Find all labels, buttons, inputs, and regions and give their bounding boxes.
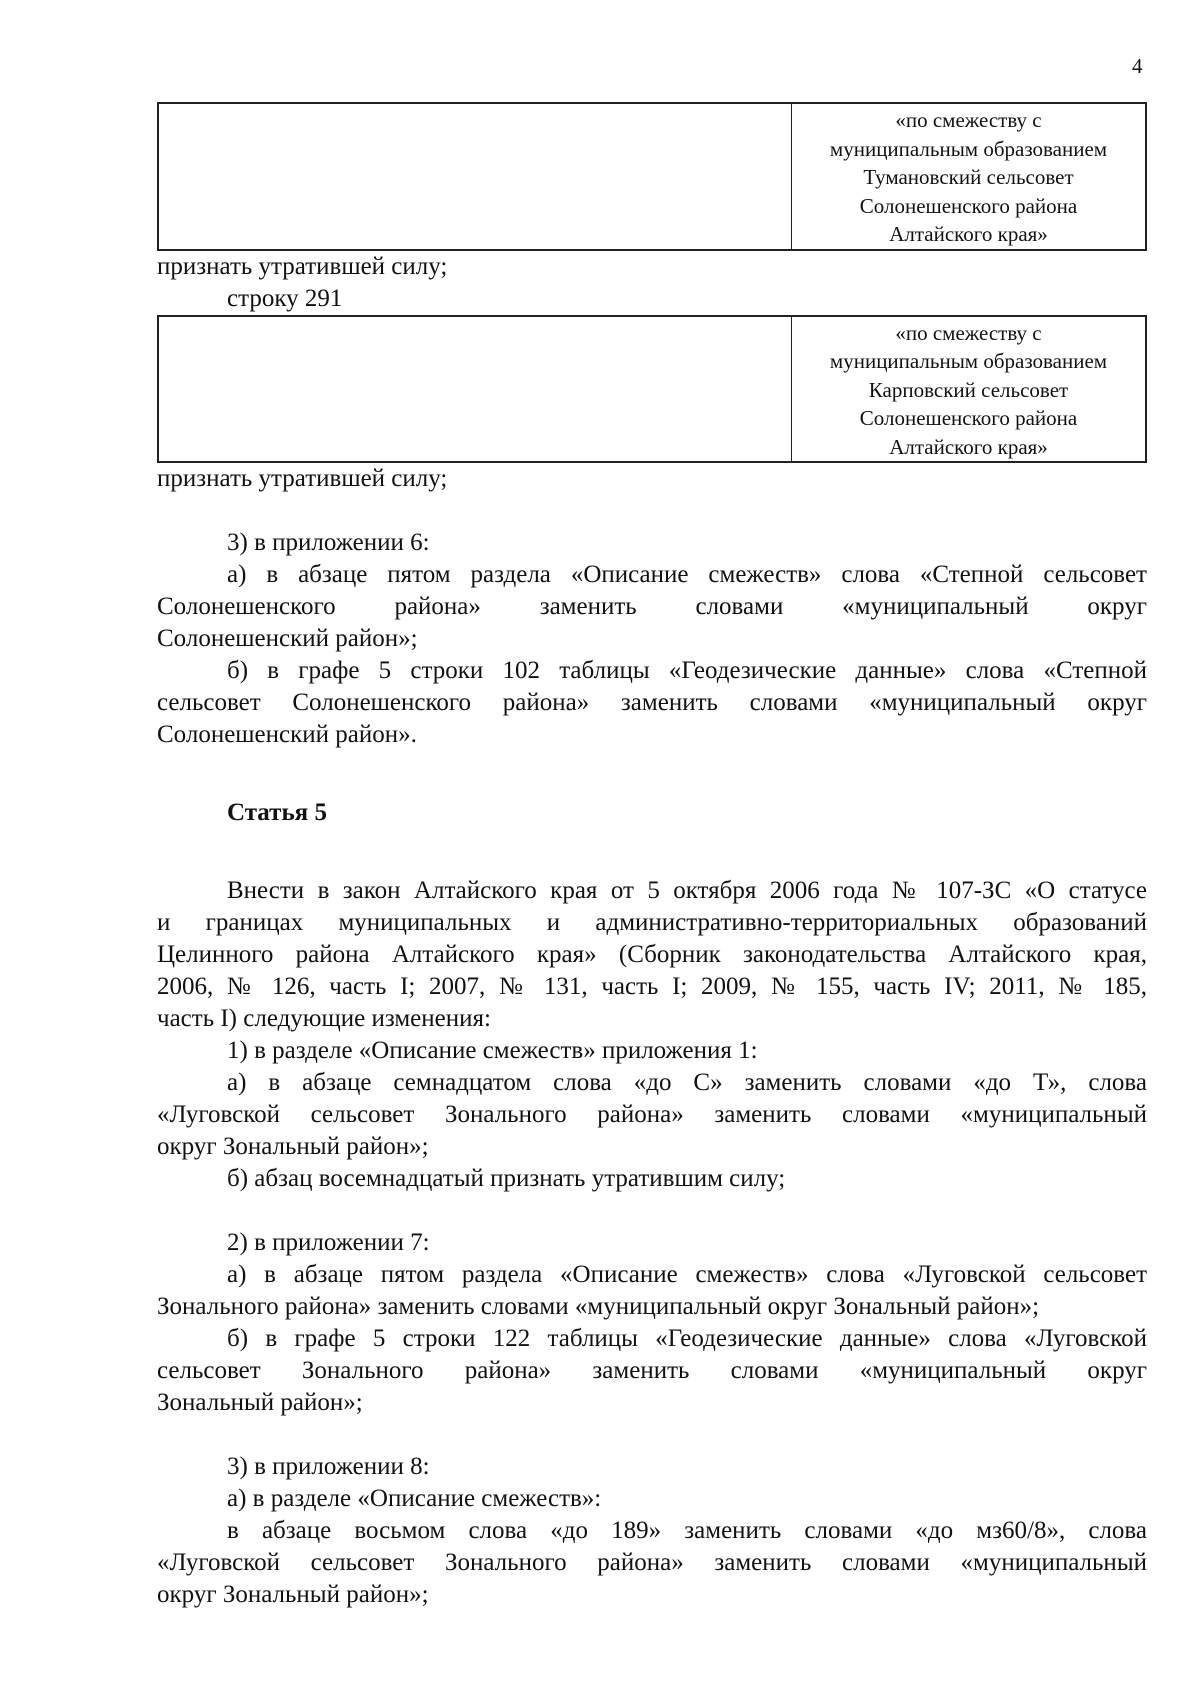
cell-line: муниципальным образованием — [829, 349, 1108, 373]
cell-line: Тумановский сельсовет — [863, 165, 1074, 189]
cell-line: Карповский сельсовет — [868, 377, 1069, 402]
boundary-table-2 — [157, 315, 1147, 464]
row-reference: строку 291 — [227, 284, 343, 312]
repeal-note: признать утратившей силу; — [157, 252, 448, 280]
text-line: Зональный район»; — [157, 1389, 363, 1416]
table-cell-boundary — [792, 316, 1147, 463]
text-line: а) в разделе «Описание смежеств»: — [227, 1485, 602, 1512]
text-line: а) в абзаце пятом раздела «Описание смежеств» слова «Степной сельсовет — [227, 561, 1147, 588]
subsection-title: 2) в приложении 7: — [227, 1229, 430, 1256]
text-line: «Луговской сельсовет Зонального района» заменить словами «муниципальный — [157, 1101, 1147, 1128]
table-cell-empty — [158, 316, 792, 463]
article-heading: Статья 5 — [227, 799, 327, 826]
text-line: округ Зональный район»; — [157, 1133, 429, 1160]
text-line: а) в абзаце пятом раздела «Описание смежеств» слова «Луговской сельсовет — [227, 1261, 1147, 1288]
text-line: б) в графе 5 строки 102 таблицы «Геодезические данные» слова «Степной — [227, 657, 1147, 684]
text-line: б) абзац восемнадцатый признать утратившим силу; — [227, 1165, 786, 1192]
subsection-title: 3) в приложении 6: — [227, 529, 430, 556]
cell-line: муниципальным образованием — [829, 136, 1108, 161]
text-line: Солонешенский район». — [157, 721, 417, 748]
boundary-table-1 — [157, 102, 1147, 251]
text-line: 2006, № 126, часть I; 2007, № 131, часть I; 2009, № 155, часть IV; 2011, № 185, — [157, 973, 1147, 1000]
cell-line: Алтайского края» — [889, 222, 1048, 246]
subsection-title: 1) в разделе «Описание смежеств» приложения 1: — [227, 1037, 758, 1064]
text-line: Солонешенского района» заменить словами «муниципальный округ — [157, 593, 1147, 620]
cell-line: Солонешенского района — [859, 193, 1078, 218]
cell-line: Алтайского края» — [889, 434, 1048, 459]
table-cell-empty — [158, 103, 792, 250]
cell-line: «по смежеству с — [895, 108, 1042, 132]
text-line: б) в графе 5 строки 122 таблицы «Геодезические данные» слова «Луговской — [227, 1325, 1147, 1352]
text-line: Внести в закон Алтайского края от 5 октября 2006 года № 107-ЗС «О статусе — [227, 877, 1147, 904]
text-line: Целинного района Алтайского края» (Сборник законодательства Алтайского края, — [157, 941, 1147, 968]
text-line: в абзаце восьмом слова «до 189» заменить словами «до мз60/8», слова — [227, 1517, 1147, 1544]
cell-line: «по смежеству с — [895, 320, 1042, 345]
table-cell-boundary — [792, 103, 1147, 250]
text-line: Зонального района» заменить словами «муниципальный округ Зональный район»; — [157, 1293, 1040, 1320]
text-line: округ Зональный район»; — [157, 1581, 429, 1608]
text-line: а) в абзаце семнадцатом слова «до С» заменить словами «до Т», слова — [227, 1069, 1147, 1096]
document-body — [157, 102, 1147, 1611]
text-line: Солонешенский район»; — [157, 625, 418, 652]
text-line: сельсовет Зонального района» заменить словами «муниципальный округ — [157, 1357, 1147, 1384]
text-line: часть I) следующие изменения: — [157, 1005, 491, 1032]
repeal-note: признать утратившей силу; — [157, 465, 448, 492]
page-number: 4 — [1132, 54, 1143, 78]
text-line: «Луговской сельсовет Зонального района» заменить словами «муниципальный — [157, 1549, 1147, 1576]
subsection-title: 3) в приложении 8: — [227, 1453, 430, 1480]
cell-line: Солонешенского района — [859, 406, 1078, 430]
text-line: сельсовет Солонешенского района» заменить словами «муниципальный округ — [157, 689, 1147, 716]
text-line: и границах муниципальных и административно-территориальных образований — [157, 909, 1147, 936]
